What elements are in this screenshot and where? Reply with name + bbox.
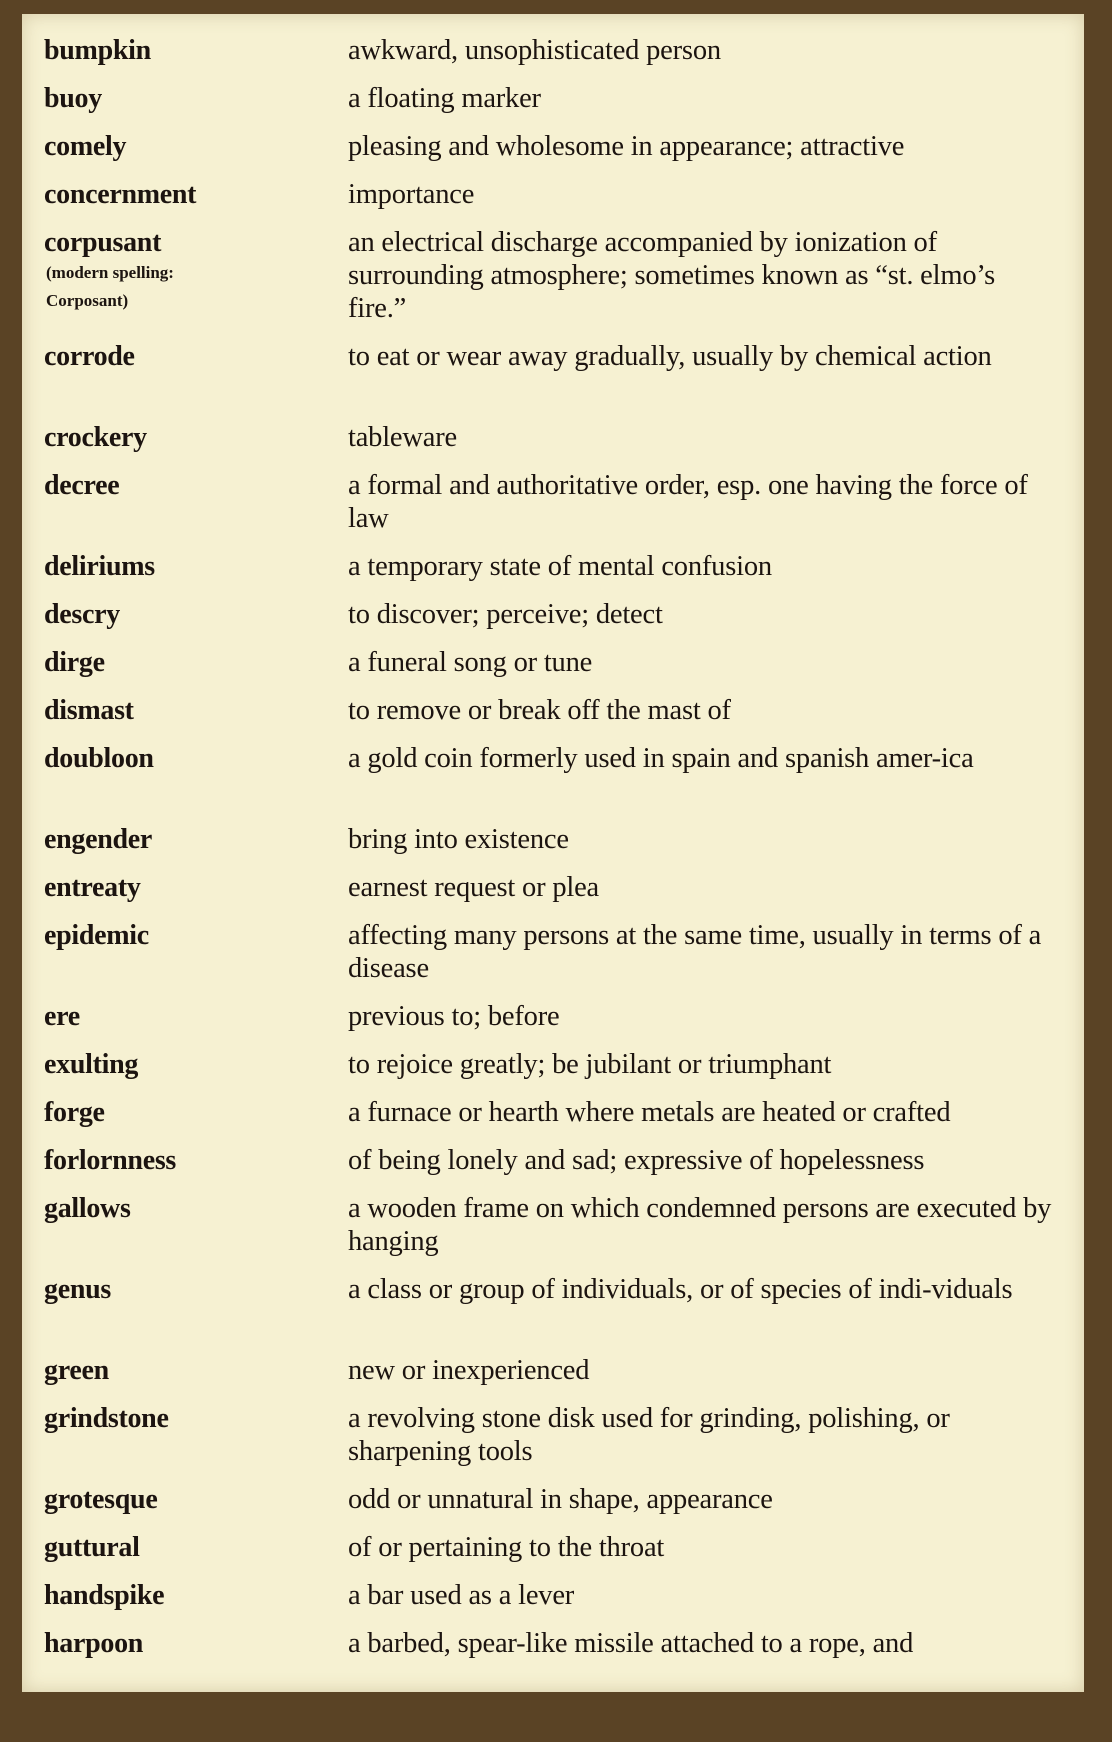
definition: a furnace or hearth where metals are heated or crafted	[348, 1097, 951, 1128]
glossary-entry	[44, 340, 1064, 421]
glossary-entry	[44, 82, 1064, 130]
definition: a class or group of individuals, or of species of indi-viduals	[348, 1274, 1013, 1305]
spelling-note: (modern spelling:	[46, 263, 174, 282]
glossary-entry	[44, 1402, 1064, 1483]
definition: a temporary state of mental confusion	[348, 551, 772, 582]
term-column	[44, 1627, 348, 1660]
term: ere	[44, 1001, 80, 1032]
definition: a bar used as a lever	[348, 1580, 575, 1611]
glossary-entry	[44, 871, 1064, 919]
definition: to rejoice greatly; be jubilant or triumphant	[348, 1049, 832, 1080]
term-column	[44, 82, 348, 115]
glossary-entry	[44, 1483, 1064, 1531]
glossary-entry	[44, 178, 1064, 226]
term: harpoon	[44, 1628, 144, 1659]
term-column	[44, 226, 348, 315]
glossary-entry	[44, 919, 1064, 1000]
glossary-entry	[44, 34, 1064, 82]
term-column	[44, 1354, 348, 1387]
glossary-entry	[44, 421, 1064, 469]
definition: to remove or break off the mast of	[348, 695, 731, 726]
definition: tableware	[348, 422, 457, 453]
definition: a barbed, spear-like missile attached to a rope, and	[348, 1628, 914, 1659]
term: entreaty	[44, 872, 141, 903]
glossary-entry	[44, 226, 1064, 340]
term-column	[44, 1531, 348, 1564]
definition: awkward, unsophisticated person	[348, 35, 721, 66]
term: grindstone	[44, 1403, 169, 1434]
term-column	[44, 340, 348, 373]
glossary-entry	[44, 1531, 1064, 1579]
term-column	[44, 421, 348, 454]
definition: pleasing and wholesome in appearance; attractive	[348, 131, 905, 162]
term: descry	[44, 599, 120, 630]
definition: odd or unnatural in shape, appearance	[348, 1484, 773, 1515]
glossary-entry	[44, 1579, 1064, 1627]
term: bumpkin	[44, 35, 151, 66]
term-column	[44, 178, 348, 211]
glossary-entry	[44, 598, 1064, 646]
term-column	[44, 1000, 348, 1033]
term: green	[44, 1355, 109, 1386]
glossary-entry	[44, 469, 1064, 550]
term-column	[44, 1273, 348, 1306]
glossary-entry	[44, 1627, 1064, 1675]
definition: a funeral song or tune	[348, 647, 593, 678]
glossary-entry	[44, 646, 1064, 694]
definition: a gold coin formerly used in spain and spanish amer-ica	[348, 743, 974, 774]
definition: to eat or wear away gradually, usually by chemical action	[348, 341, 992, 372]
glossary-entry	[44, 1048, 1064, 1096]
definition: importance	[348, 179, 475, 210]
definition: earnest request or plea	[348, 872, 599, 903]
term-column	[44, 550, 348, 583]
term-column	[44, 1096, 348, 1129]
term: corpusant	[44, 227, 162, 258]
term-column	[44, 1192, 348, 1225]
glossary-entry	[44, 823, 1064, 871]
term-column	[44, 1402, 348, 1435]
term: dirge	[44, 647, 105, 678]
term-column	[44, 694, 348, 727]
term: doubloon	[44, 743, 154, 774]
glossary-entry	[44, 1192, 1064, 1273]
term-column	[44, 469, 348, 502]
definition: a floating marker	[348, 83, 541, 114]
term: comely	[44, 131, 127, 162]
term: crockery	[44, 422, 147, 453]
term: decree	[44, 470, 120, 501]
glossary-page	[22, 14, 1084, 1692]
term: handspike	[44, 1580, 165, 1611]
term: genus	[44, 1274, 111, 1305]
term: deliriums	[44, 551, 155, 582]
term: engender	[44, 824, 153, 855]
spelling-note: Corposant)	[46, 291, 129, 310]
definition: a revolving stone disk used for grinding, polishing, or sharpening tools	[348, 1403, 950, 1467]
term-column	[44, 1579, 348, 1612]
glossary-entry	[44, 550, 1064, 598]
term-column	[44, 742, 348, 775]
definition: of or pertaining to the throat	[348, 1532, 665, 1563]
definition: an electrical discharge accompanied by ionization of surrounding atmosphere; sometimes known as “st. elmo’s fire.”	[348, 227, 995, 324]
definition: previous to; before	[348, 1001, 560, 1032]
term-column	[44, 34, 348, 67]
term-column	[44, 1144, 348, 1177]
term: guttural	[44, 1532, 140, 1563]
definition: bring into existence	[348, 824, 569, 855]
term-column	[44, 1483, 348, 1516]
term-column	[44, 598, 348, 631]
term: epidemic	[44, 920, 149, 951]
term: forge	[44, 1097, 105, 1128]
definition: to discover; perceive; detect	[348, 599, 663, 630]
definition: a wooden frame on which condemned persons are executed by hanging	[348, 1193, 1052, 1257]
term: grotesque	[44, 1484, 158, 1515]
term: corrode	[44, 341, 135, 372]
term: exulting	[44, 1049, 139, 1080]
definition: affecting many persons at the same time, usually in terms of a disease	[348, 920, 1042, 984]
term-column	[44, 1048, 348, 1081]
glossary-entry	[44, 1096, 1064, 1144]
glossary-table	[44, 34, 1064, 1675]
definition: new or inexperienced	[348, 1355, 590, 1386]
term-column	[44, 130, 348, 163]
glossary-entry	[44, 1000, 1064, 1048]
term-column	[44, 871, 348, 904]
glossary-entry	[44, 742, 1064, 823]
term-column	[44, 823, 348, 856]
definition: of being lonely and sad; expressive of hopelessness	[348, 1145, 925, 1176]
glossary-entry	[44, 694, 1064, 742]
glossary-entry	[44, 1144, 1064, 1192]
glossary-entry	[44, 1354, 1064, 1402]
term: buoy	[44, 83, 102, 114]
term: gallows	[44, 1193, 131, 1224]
glossary-entry	[44, 1273, 1064, 1354]
term-column	[44, 919, 348, 952]
term: concernment	[44, 179, 197, 210]
term: forlornness	[44, 1145, 177, 1176]
term: dismast	[44, 695, 134, 726]
definition: a formal and authoritative order, esp. one having the force of law	[348, 470, 1028, 534]
glossary-entry	[44, 130, 1064, 178]
term-column	[44, 646, 348, 679]
